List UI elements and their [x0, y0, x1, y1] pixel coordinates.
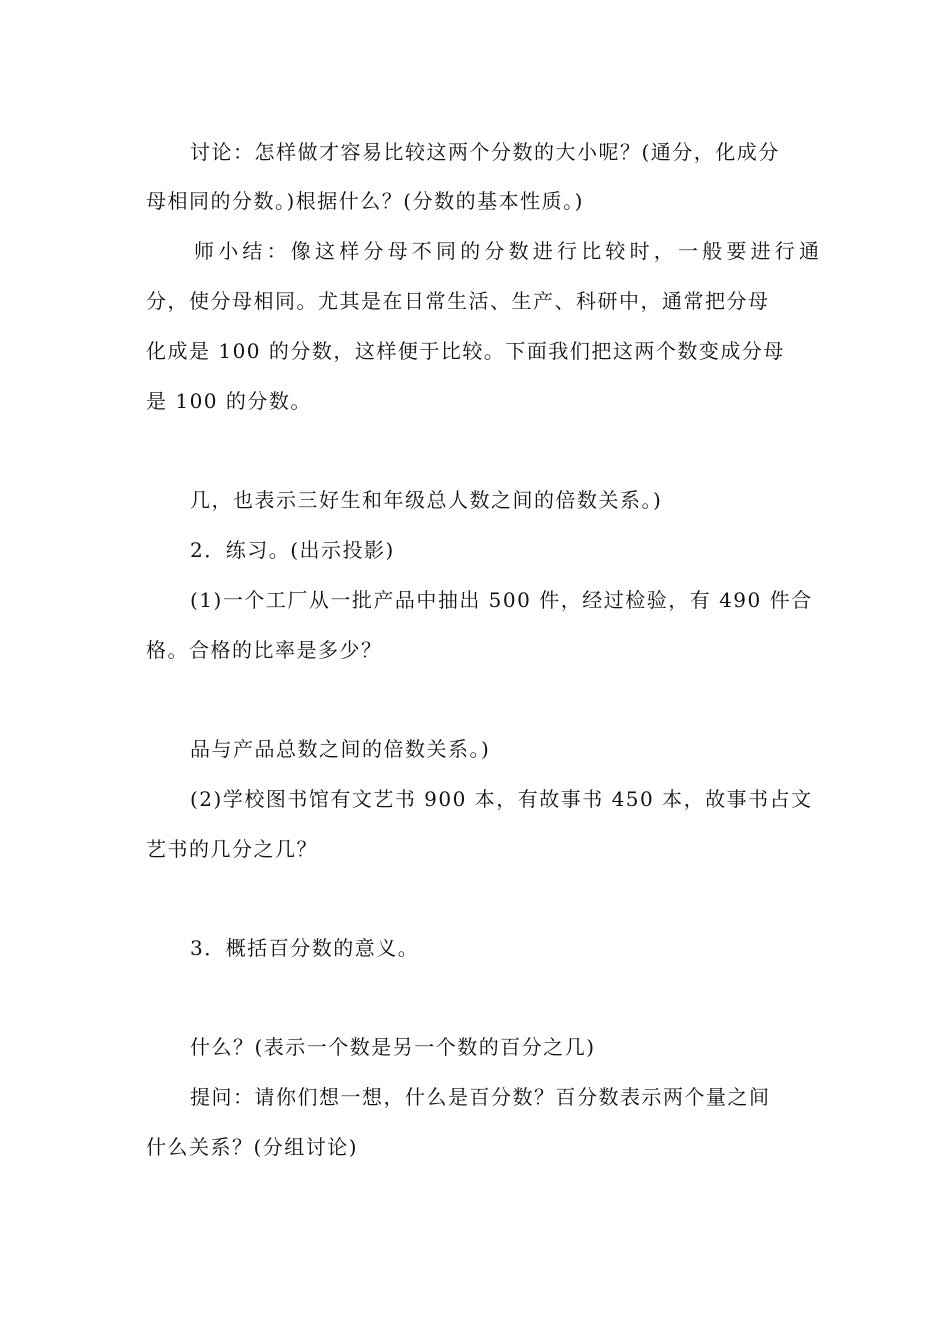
paragraph-line: (2)学校图书馆有文艺书 900 本，有故事书 450 本，故事书占文 [190, 787, 813, 811]
paragraph-line: 品与产品总数之间的倍数关系。) [190, 737, 491, 761]
paragraph-line: 什么关系？(分组讨论) [146, 1135, 359, 1159]
paragraph-line: 讨论：怎样做才容易比较这两个分数的大小呢？(通分，化成分 [190, 140, 780, 164]
paragraph-line: 分，使分母相同。尤其是在日常生活、生产、科研中，通常把分母 [146, 289, 770, 313]
paragraph-line: 化成是 100 的分数，这样便于比较。下面我们把这两个数变成分母 [146, 339, 785, 363]
paragraph-line: 师小结：像这样分母不同的分数进行比较时，一般要进行通 [194, 239, 824, 263]
paragraph-line: (1)一个工厂从一批产品中抽出 500 件，经过检验，有 490 件合 [190, 588, 813, 612]
paragraph-line: 3．概括百分数的意义。 [190, 936, 420, 960]
paragraph-line: 艺书的几分之几？ [146, 837, 318, 861]
paragraph-line: 2．练习。(出示投影) [190, 538, 395, 562]
paragraph-line: 是 100 的分数。 [146, 389, 312, 413]
paragraph-line: 格。合格的比率是多少？ [146, 638, 383, 662]
paragraph-line: 母相同的分数。)根据什么？(分数的基本性质。) [146, 189, 584, 213]
paragraph-line: 提问：请你们想一想，什么是百分数？百分数表示两个量之间 [190, 1085, 771, 1109]
paragraph-line: 什么？(表示一个数是另一个数的百分之几) [190, 1035, 596, 1059]
paragraph-line: 几，也表示三好生和年级总人数之间的倍数关系。) [190, 488, 663, 512]
